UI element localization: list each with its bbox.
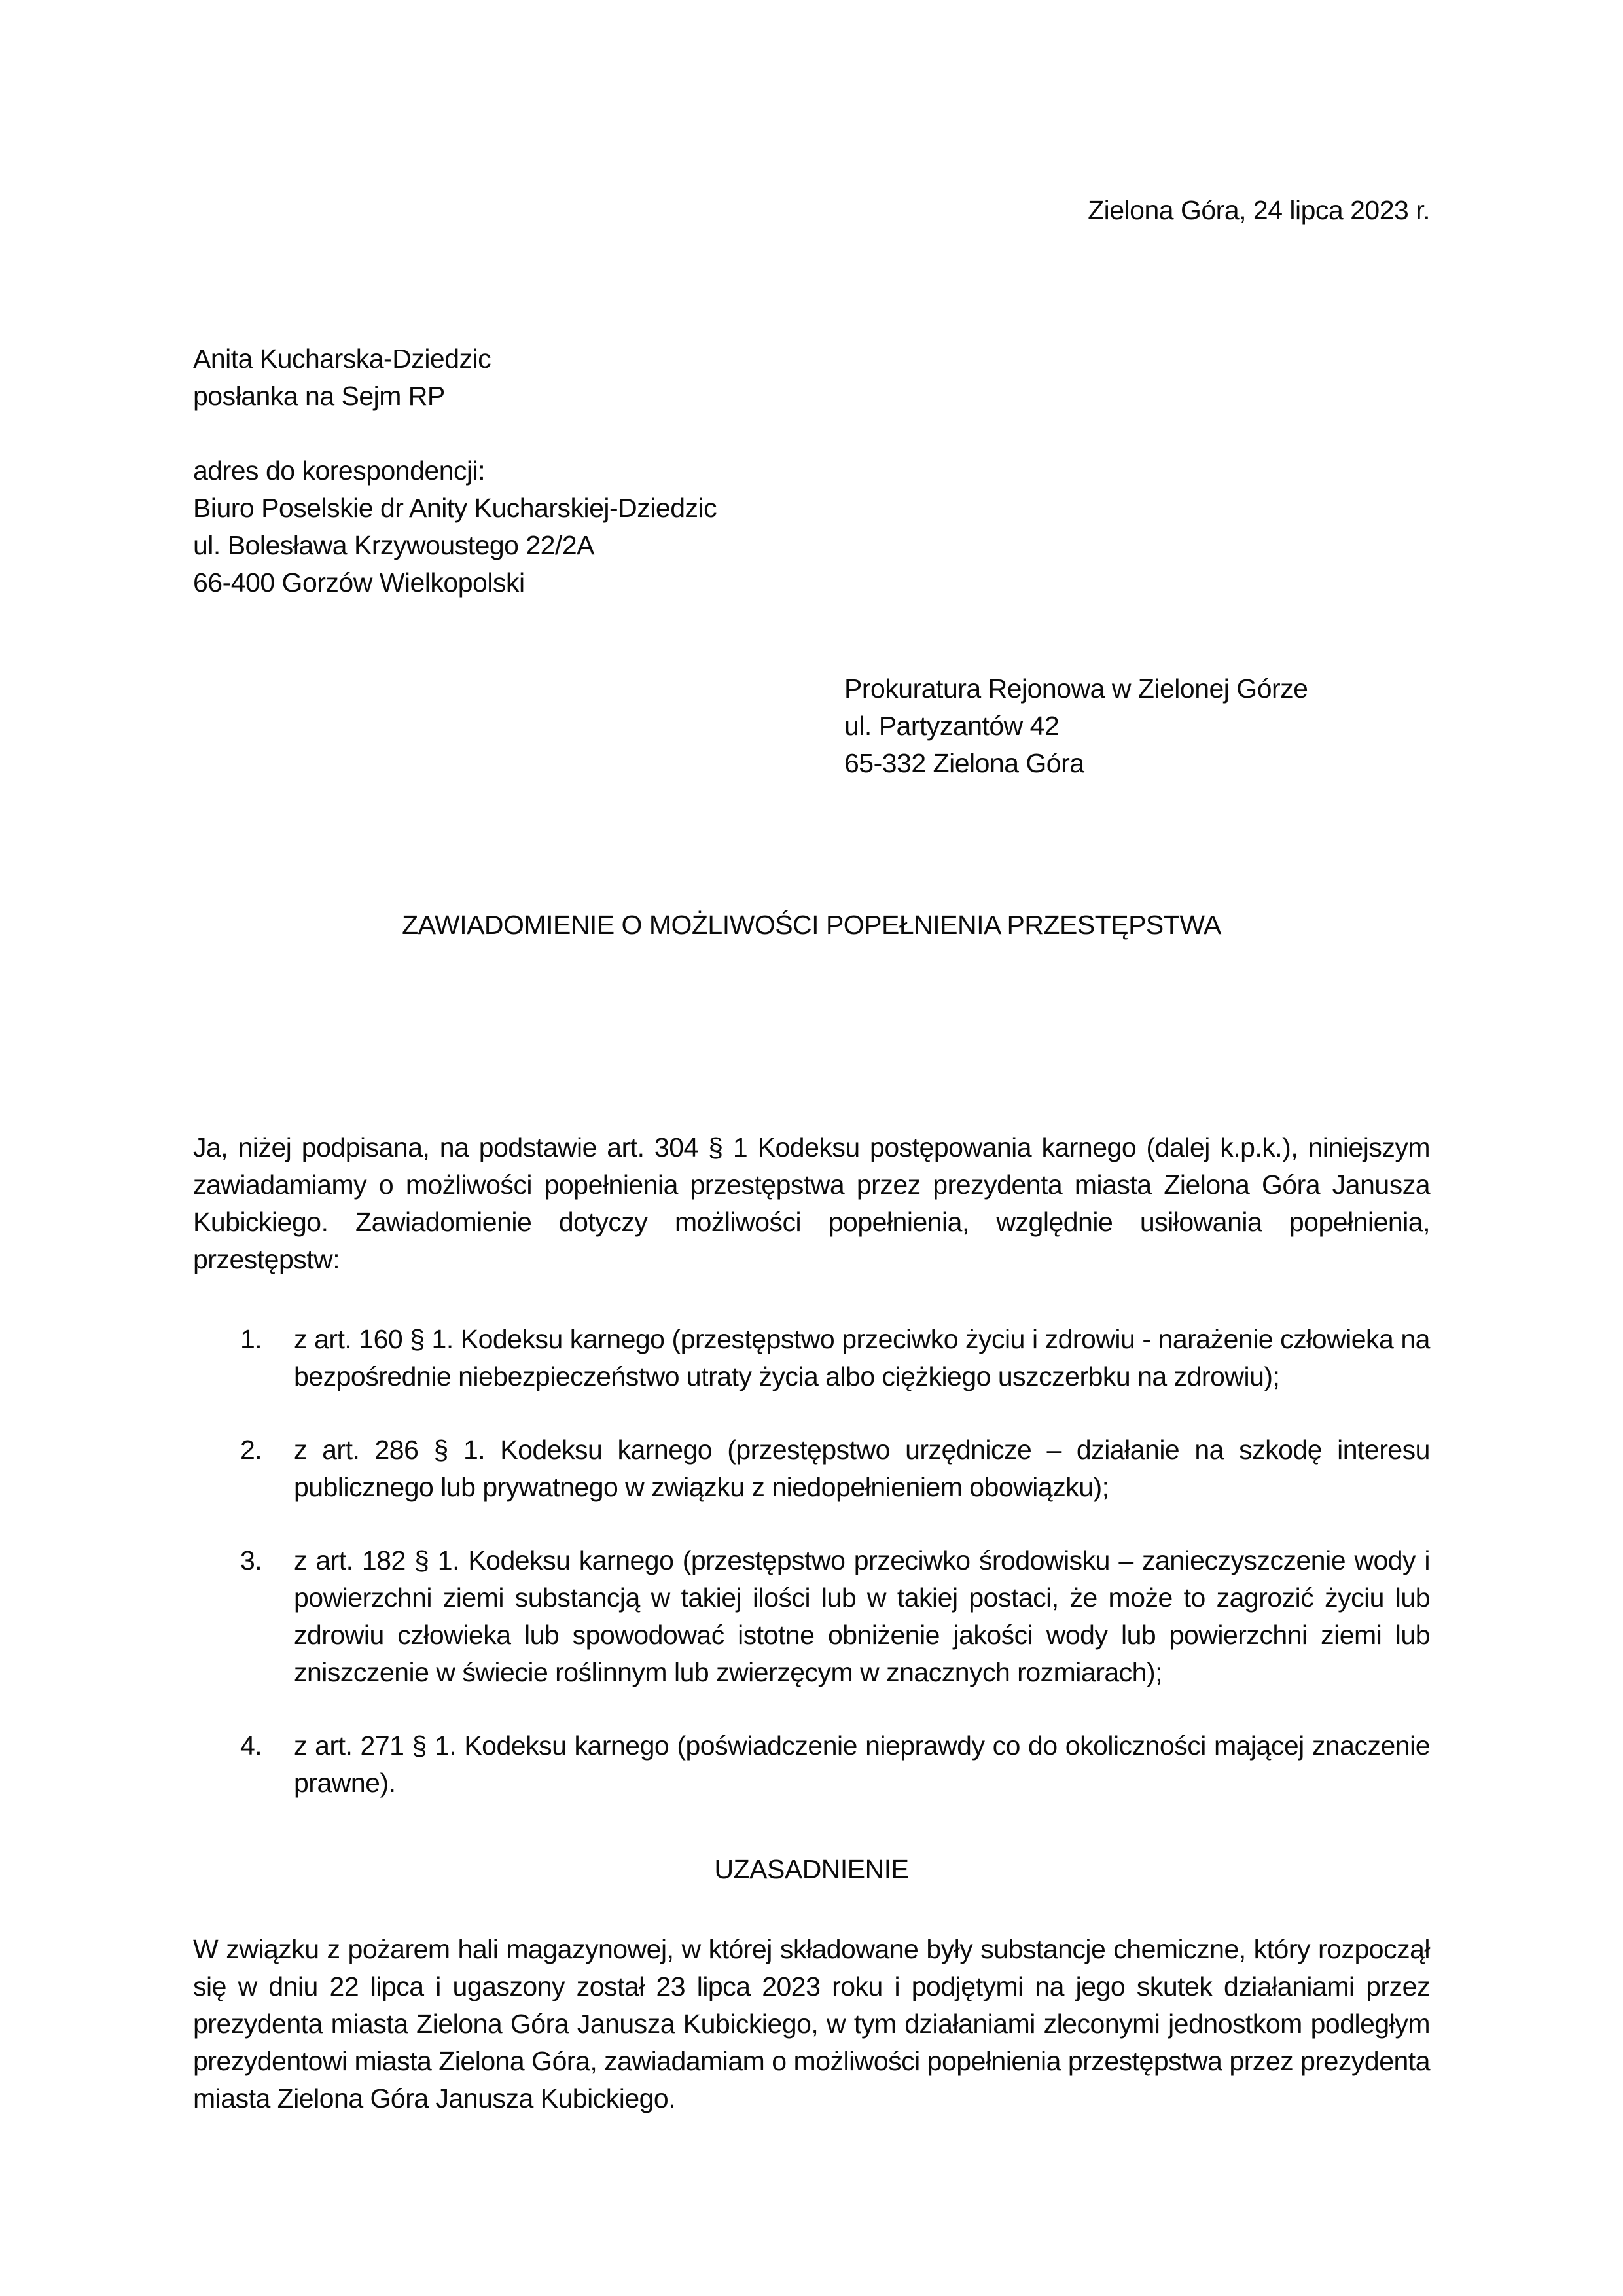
sender-address-label: adres do korespondencji: <box>193 456 486 486</box>
offense-text: z art. 286 § 1. Kodeksu karnego (przestępstwo urzędnicze – działanie na szkodę interesu publicznego lub prywatnego w związku z niedopełnieniem obowiązku); <box>294 1435 1430 1502</box>
intro-paragraph: Ja, niżej podpisana, na podstawie art. 304 § 1 Kodeksu postępowania karnego (dalej k.p.k.), niniejszym zawiadamiamy o możliwości popełnienia przestępstwa przez prezydenta miasta Zielona Góra Janusza Kubickiego. Zawiadomienie dotyczy możliwości popełnienia, względnie usiłowania popełnienia, przestępstw: <box>193 1132 1430 1274</box>
sender-block <box>193 340 1430 601</box>
document-content <box>193 0 1430 2117</box>
offense-list <box>193 1321 1430 1802</box>
offense-number: 4. <box>240 1731 262 1761</box>
recipient-address-line: 65-332 Zielona Góra <box>844 748 1084 778</box>
sender-address-line: 66-400 Gorzów Wielkopolski <box>193 567 525 598</box>
sender-address-line: ul. Bolesława Krzywoustego 22/2A <box>193 530 595 560</box>
sender-role: posłanka na Sejm RP <box>193 381 445 411</box>
sender-address-line: Biuro Poselskie dr Anity Kucharskiej-Dziedzic <box>193 493 717 523</box>
offense-item <box>193 1727 1430 1802</box>
recipient-address-line: ul. Partyzantów 42 <box>844 711 1060 741</box>
offense-text: z art. 271 § 1. Kodeksu karnego (poświadczenie nieprawdy co do okoliczności mającej znaczenie prawne). <box>294 1731 1430 1798</box>
offense-number: 3. <box>240 1545 262 1575</box>
sender-name: Anita Kucharska-Dziedzic <box>193 344 491 374</box>
offense-item <box>193 1431 1430 1506</box>
offense-text: z art. 160 § 1. Kodeksu karnego (przestępstwo przeciwko życiu i zdrowiu - narażenie człowieka na bezpośrednie niebezpieczeństwo utraty życia albo ciężkiego uszczerbku na zdrowiu); <box>294 1324 1430 1391</box>
justification-heading: UZASADNIENIE <box>714 1854 909 1884</box>
offense-number: 1. <box>240 1324 262 1354</box>
justification-paragraph: W związku z pożarem hali magazynowej, w której składowane były substancje chemiczne, który rozpoczął się w dniu 22 lipca i ugaszony został 23 lipca 2023 roku i podjętymi na jego skutek działaniami przez prezydenta miasta Zielona Góra Janusza Kubickiego, w tym działaniami zleconymi jednostkom podległym prezydentowi miasta Zielona Góra, zawiadamiam o możliwości popełnienia przestępstwa przez prezydenta miasta Zielona Góra Janusza Kubickiego. <box>193 1934 1430 2113</box>
recipient-block <box>844 670 1430 782</box>
document-title: ZAWIADOMIENIE O MOŻLIWOŚCI POPEŁNIENIA PRZESTĘPSTWA <box>402 910 1221 940</box>
offense-item <box>193 1542 1430 1691</box>
offense-number: 2. <box>240 1435 262 1465</box>
recipient-name: Prokuratura Rejonowa w Zielonej Górze <box>844 673 1308 704</box>
offense-text: z art. 182 § 1. Kodeksu karnego (przestępstwo przeciwko środowisku – zanieczyszczenie wody i powierzchni ziemi substancją w takiej ilości lub w takiej postaci, że może to zagrozić życiu lub zdrowiu człowieka lub spowodować istotne obniżenie jakości wody lub powierzchni ziemi lub zniszczenie w świecie roślinnym lub zwierzęcym w znacznych rozmiarach); <box>294 1545 1430 1687</box>
offense-item <box>193 1321 1430 1395</box>
date-line: Zielona Góra, 24 lipca 2023 r. <box>1088 195 1430 225</box>
